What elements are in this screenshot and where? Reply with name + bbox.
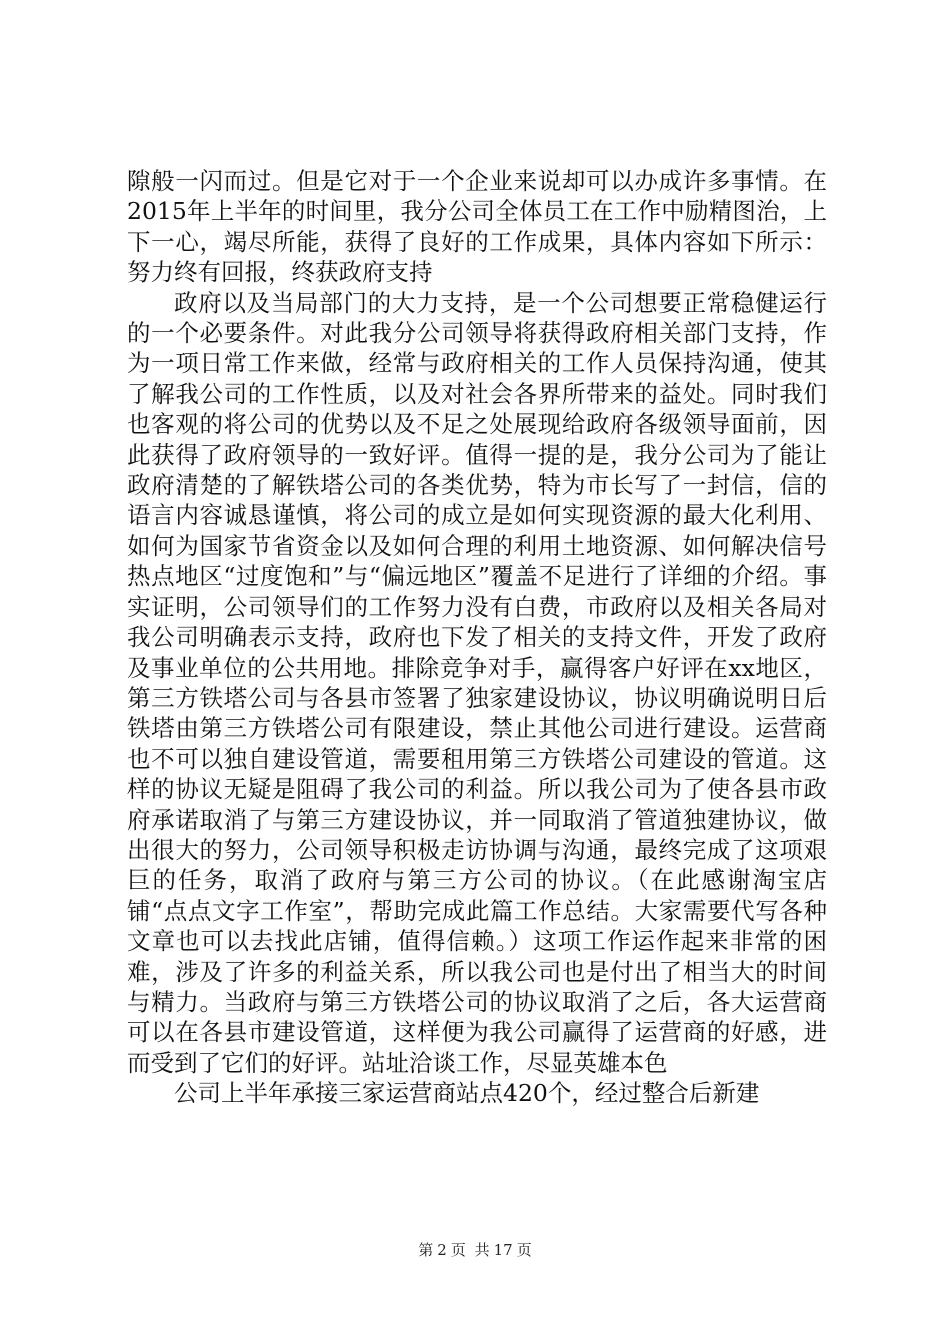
paragraph-3: 公司上半年承接三家运营商站点420个，经过整合后新建 xyxy=(174,1079,760,1108)
paragraph-2: 政府以及当局部门的大力支持，是一个公司想要正常稳健运行的一个必要条件。对此我分公司领导将获得政府相关部门支持，作为一项日常工作来做，经常与政府相关的工作人员保持沟通，使其了解我公司的工作性质，以及对社会各界所带来的益处。同时我们也客观的将公司的优势以及不足之处展现给政府各级领导面前，因此获得了政府领导的一致好评。值得一提的是，我分公司为了能让政府清楚的了解铁塔公司的各类优势，特为市长写了一封信，信的语言内容诚恳谨慎，将公司的成立是如何实现资源的最大化利用、如何为国家节省资金以及如何合理的利用土地资源、如何解决信号热点地区“过度饱和”与“偏远地区”覆盖不足进行了详细的介绍。事实证明，公司领导们的工作努力没有白费，市政府以及相关各局对我公司明确表示支持，政府也下发了相关的支持文件，开发了政府及事业单位的公共用地。排除竞争对手，赢得客户好评在xx地区，第三方铁塔公司与各县市签署了独家建设协议，协议明确说明日后铁塔由第三方铁塔公司有限建设，禁止其他公司进行建设。运营商也不可以独自建设管道，需要租用第三方铁塔公司建设的管道。这样的协议无疑是阻碍了我公司的利益。所以我公司为了使各县市政府承诺取消了与第三方建设协议，并一同取消了管道独建协议，做出很大的努力，公司领导积极走访协调与沟通，最终完成了这项艰巨的任务，取消了政府与第三方公司的协议。（在此感谢淘宝店铺“点点文字工作室”，帮助完成此篇工作总结。大家需要代写各种文章也可以去找此店铺，值得信赖。）这项工作运作起来非常的困难，涉及了许多的利益关系，所以我公司也是付出了相当大的时间与精力。当政府与第三方铁塔公司的协议取消了之后，各大运营商可以在各县市建设管道，这样便为我公司赢得了运营商的好感，进而受到了它们的好评。站址洽谈工作，尽显英雄本色 xyxy=(127,288,827,1077)
total-pages-number: 17 xyxy=(493,1241,513,1259)
total-suffix: 页 xyxy=(516,1241,532,1259)
current-page-number: 2 xyxy=(437,1241,447,1259)
page-footer xyxy=(0,1240,950,1260)
page-prefix: 第 xyxy=(418,1241,434,1259)
total-prefix: 共 xyxy=(474,1241,490,1259)
page-suffix: 页 xyxy=(450,1241,466,1259)
paragraph-1: 隙般一闪而过。但是它对于一个企业来说却可以办成许多事情。在2015年上半年的时间里，我分公司全体员工在工作中励精图治，上下一心，竭尽所能，获得了良好的工作成果，具体内容如下所示：努力终有回报，终获政府支持 xyxy=(127,167,827,287)
document-body xyxy=(127,166,827,1109)
